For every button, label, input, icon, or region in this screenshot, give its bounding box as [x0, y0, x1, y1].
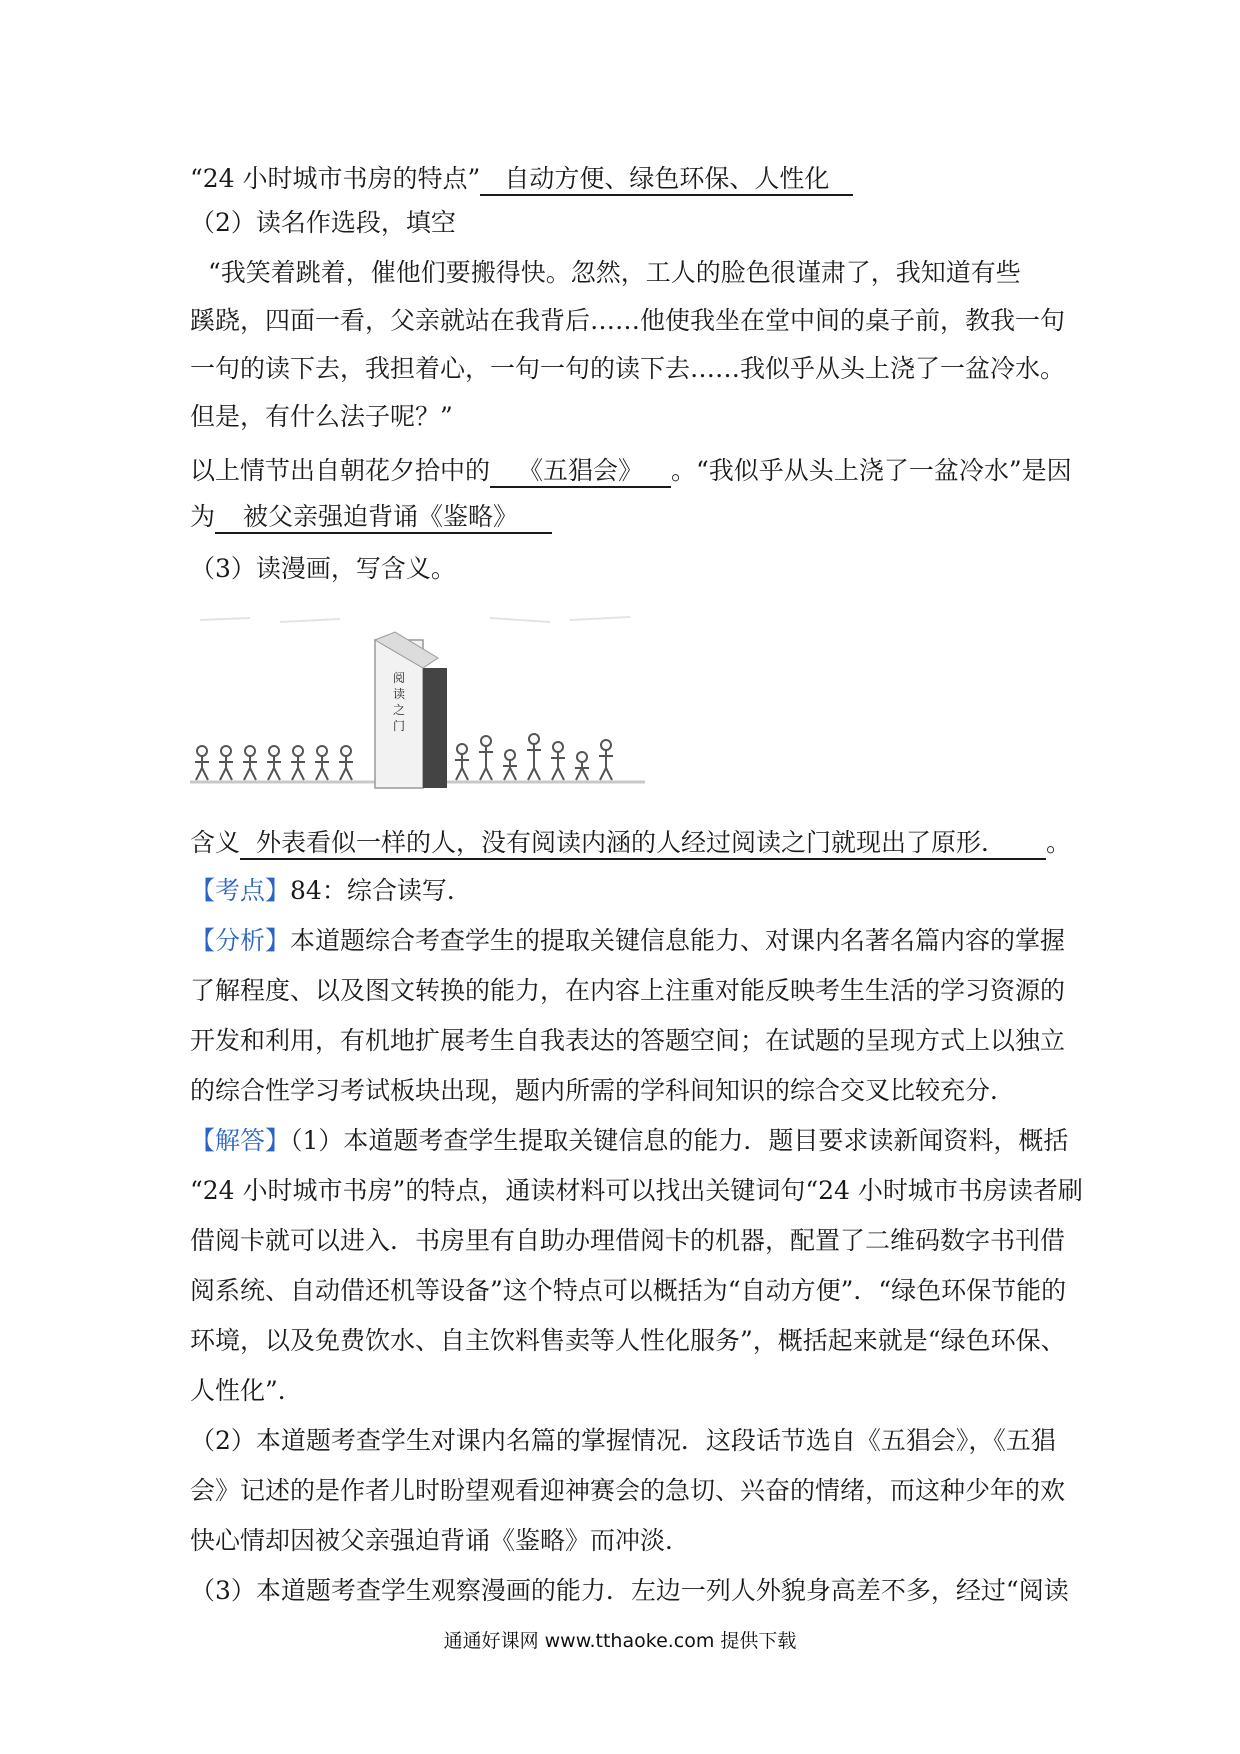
reading-gate-cartoon: [190, 600, 645, 795]
gate-label: 阅读之门: [393, 671, 406, 733]
jieda-line: “24 小时城市书房”的特点，通读材料可以找出关键词句“24 小时城市书房读者刷: [190, 1176, 1083, 1205]
q2-passage-line: 一句的读下去，我担着心，一句一句的读下去……我似乎从头上浇了一盆冷水。: [190, 354, 1066, 383]
jieda-p2-line: 会》记述的是作者儿时盼望观看迎神赛会的急切、兴奋的情绪，而这种少年的欢: [190, 1476, 1066, 1505]
kaodian-text: 84：综合读写．: [290, 876, 472, 905]
jieda-line: 借阅卡就可以进入．书房里有自助办理借阅卡的机器，配置了二维码数字书刊借: [190, 1226, 1066, 1255]
q2-passage-line: “我笑着跳着，催他们要搬得快。忽然，工人的脸色很谨肃了，我知道有些: [208, 258, 1021, 287]
page-footer: 通通好课网 www.tthaoke.com 提供下载: [443, 1630, 797, 1652]
q2-fill-answer-1: 《五猖会》: [490, 456, 671, 488]
q3-meaning-answer: 外表看似一样的人，没有阅读内涵的人经过阅读之门就现出了原形．: [240, 828, 1046, 860]
q3-meaning-line: [190, 826, 1071, 860]
jieda-line: [190, 1124, 1068, 1158]
jieda-first: （1）本道题考查学生提取关键信息的能力．题目要求读新闻资料，概括: [290, 1126, 1069, 1155]
fenxi-tag: 【分析】: [190, 926, 291, 955]
cartoon-illustration: [190, 600, 645, 795]
fenxi-line: [190, 924, 1065, 958]
jieda-p2-line: （2）本道题考查学生对课内名篇的掌握情况．这段话节选自《五猖会》，《五猖: [190, 1426, 1056, 1455]
jieda-line: 环境，以及免费饮水、自主饮料售卖等人性化服务”，概括起来就是“绿色环保、: [190, 1326, 1066, 1355]
q1-line: [190, 162, 853, 196]
jieda-tag: 【解答】: [190, 1126, 291, 1155]
q1-label: “24 小时城市书房的特点”: [190, 164, 481, 193]
fenxi-line: 开发和利用，有机地扩展考生自我表达的答题空间；在试题的呈现方式上以独立: [190, 1026, 1066, 1055]
q1-answer: 自动方便、绿色环保、人性化: [480, 164, 853, 196]
q3-heading: （3）读漫画，写含义。: [190, 554, 456, 583]
kaodian-tag: 【考点】: [190, 876, 291, 905]
q2-fill-middle: 。“我似乎从头上浇了一盆冷水”是因: [671, 456, 1072, 485]
q2-passage-line: 蹊跷，四面一看，父亲就站在我背后……他使我坐在堂中间的桌子前，教我一句: [190, 306, 1066, 335]
q2-passage-line: 但是，有什么法子呢？”: [190, 402, 453, 431]
jieda-line: 人性化”．: [190, 1376, 303, 1405]
q2-fill-prefix: 以上情节出自朝花夕拾中的: [190, 456, 491, 485]
q2-fill-line-2: [190, 500, 552, 534]
q3-meaning-end: 。: [1046, 828, 1072, 857]
fenxi-first: 本道题综合考查学生的提取关键信息能力、对课内名著名篇内容的掌握: [290, 926, 1066, 955]
jieda-p3-line: （3）本道题考查学生观察漫画的能力．左边一列人外貌身高差不多，经过“阅读: [190, 1576, 1069, 1605]
q3-meaning-label: 含义: [190, 828, 241, 857]
q2-heading: （2）读名作选段，填空: [190, 208, 456, 237]
fenxi-line: 的综合性学习考试板块出现，题内所需的学科间知识的综合交叉比较充分．: [190, 1076, 1016, 1105]
kaodian-line: [190, 874, 472, 908]
q2-fill-answer-2: 被父亲强迫背诵《鉴略》: [215, 502, 552, 534]
fenxi-line: 了解程度、以及图文转换的能力，在内容上注重对能反映考生生活的学习资源的: [190, 976, 1066, 1005]
jieda-p2-line: 快心情却因被父亲强迫背诵《鉴略》而冲淡．: [190, 1526, 691, 1555]
jieda-line: 阅系统、自动借还机等设备”这个特点可以概括为“自动方便”．“绿色环保节能的: [190, 1276, 1067, 1305]
q2-fill-prefix-2: 为: [190, 502, 216, 531]
q2-fill-line: [190, 454, 1072, 488]
